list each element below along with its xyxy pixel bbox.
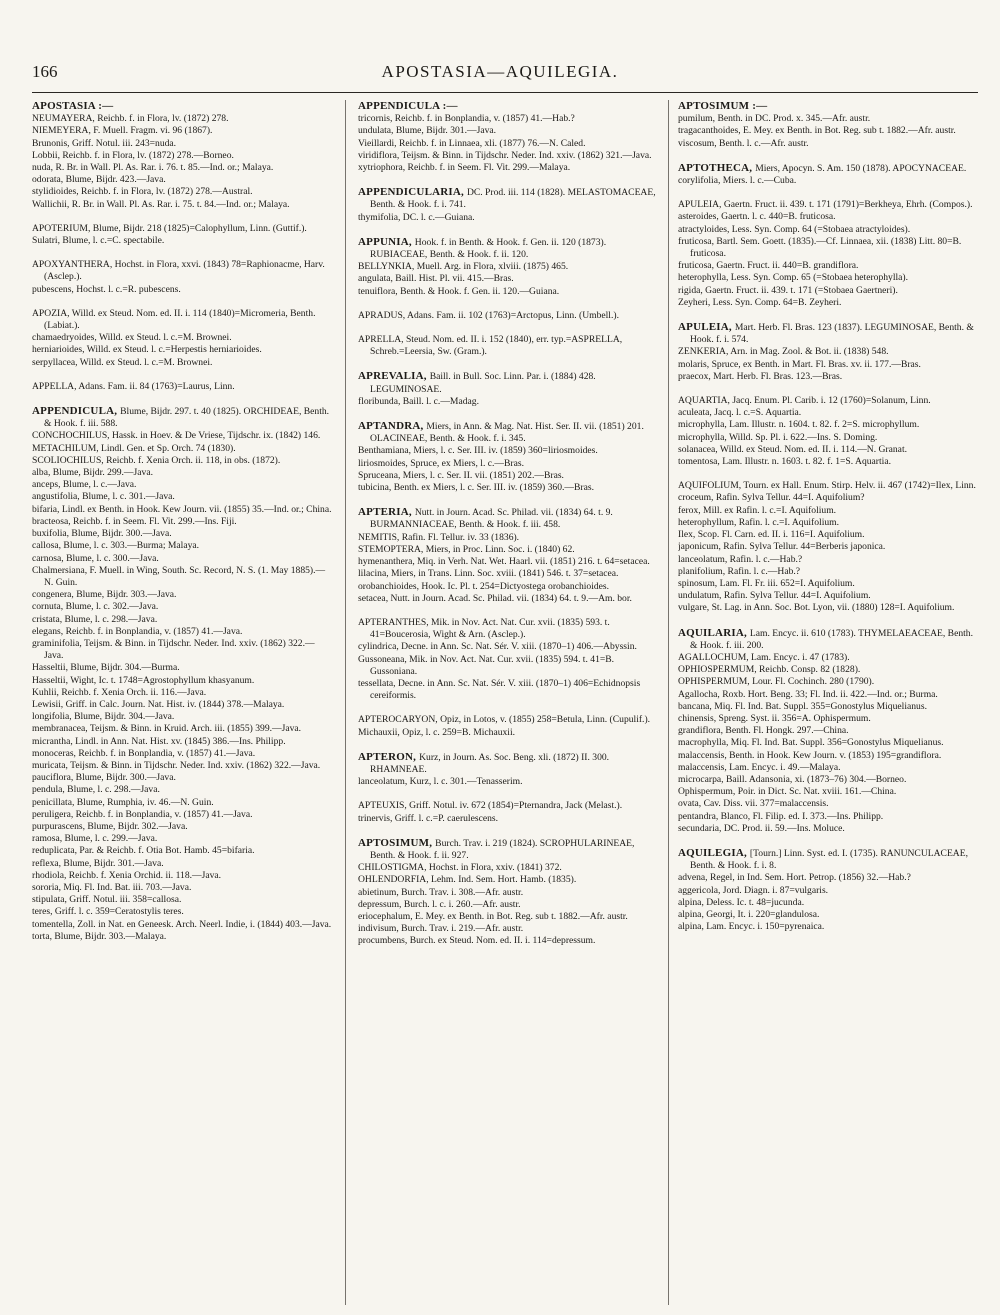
species-line: SCOLIOCHILUS, Reichb. f. Xenia Orch. ii. 118, in obs. (1872). [32,454,281,466]
entry-citation: APOTERIUM, Blume, Bijdr. 218 (1825)=Calophyllum, Linn. (Guttif.). [32,222,307,234]
species-line: bifaria, Lindl. ex Benth. in Hook. Kew Journ. vii. (1855) 35.—Ind. or.; China. [32,503,332,515]
species-line: thymifolia, DC. l. c.—Guiana. [358,211,475,223]
entry-heading [358,100,658,113]
species-line: NEMITIS, Rafin. Fl. Tellur. iv. 33 (1836). [358,531,520,543]
species-line: microphylla, Lam. Illustr. n. 1604. t. 82. f. 2=S. microphyllum. [678,419,920,431]
entry-heading [32,381,332,393]
species-line: pumilum, Benth. in DC. Prod. x. 345.—Afr. austr. [678,113,871,125]
species-line: OPHIOSPERMUM, Reichb. Consp. 82 (1828). [678,664,861,676]
entry-citation: Nutt. in Journ. Acad. Sc. Philad. vii. (1834) 64. t. 9. BURMANNIACEAE, Benth. & Hook. f. iii. 458. [370,507,613,531]
species-line: aculeata, Jacq. l. c.=S. Aquartia. [678,407,802,419]
entry-citation: APULEIA, Gaertn. Fruct. ii. 439. t. 171 (1791)=Berkheya, Ehrh. (Compos.). [678,199,973,211]
species-line: heterophyllum, Rafin. l. c.=I. Aquifolium. [678,516,840,528]
dictionary-entry [358,617,658,702]
genus-name: AQUILEGIA, [678,846,750,859]
entry-heading [358,186,658,211]
species-line: longifolia, Blume, Bijdr. 304.—Java. [32,711,175,723]
species-line: purpurascens, Blume, Bijdr. 302.—Java. [32,820,188,832]
genus-name: APREVALIA, [358,370,430,383]
species-line: peruligera, Reichb. f. in Bonplandia, v. (1857) 41.—Java. [32,808,253,820]
entry-heading [358,236,658,261]
dictionary-entry [678,321,982,383]
entry-heading [678,480,982,492]
species-line: Spruceana, Miers, l. c. Ser. II. vii. (1851) 202.—Bras. [358,469,564,481]
species-line: lanceolatum, Kurz, l. c. 301.—Tenasserim. [358,776,523,788]
entry-heading [678,199,982,211]
species-line: chinensis, Spreng. Syst. ii. 356=A. Ophispermum. [678,712,871,724]
species-line: asteroides, Gaertn. l. c. 440=B. fruticosa. [678,211,836,223]
species-line: elegans, Reichb. f. in Bonplandia, v. (1857) 41.—Java. [32,625,243,637]
species-line: odorata, Blume, Bijdr. 423.—Java. [32,174,166,186]
species-line: Hasseltii, Blume, Bijdr. 304.—Burma. [32,662,180,674]
page-number: 166 [32,62,58,81]
species-line: orobanchioides, Hook. Ic. Pl. t. 254=Dictyostega orobanchioides. [358,580,610,592]
species-line: OHLENDORFIA, Lehm. Ind. Sem. Hort. Hamb. (1835). [358,874,577,886]
species-line: croceum, Rafin. Sylva Tellur. 44=I. Aquifolium? [678,492,865,504]
species-line: tenuiflora, Benth. & Hook. f. Gen. ii. 120.—Guiana. [358,285,560,297]
genus-name: APOSTASIA :— [32,100,114,112]
species-line: rhodiola, Reichb. f. Xenia Orchid. ii. 118.—Java. [32,869,222,881]
entry-citation: Miers, in Ann. & Mag. Nat. Hist. Ser. II. vii. (1851) 201. OLACINEAE, Benth. & Hook. f. i. 345. [370,421,644,445]
entry-citation: AQUIFOLIUM, Tourn. ex Hall. Enum. Stirp. Helv. ii. 467 (1742)=Ilex, Linn. [678,480,976,492]
dictionary-entry [678,199,982,309]
species-line: Brunonis, Griff. Notul. iii. 243=nuda. [32,137,177,149]
entry-heading [358,506,658,531]
entry-citation: Lam. Encyc. ii. 610 (1783). THYMELAEACEAE, Benth. & Hook. f. iii. 200. [690,627,973,651]
species-line: Benthamiana, Miers, l. c. Ser. III. iv. (1859) 360=liriosmoides. [358,445,598,457]
dictionary-entry [678,395,982,468]
species-line: teres, Griff. l. c. 359=Ceratostylis teres. [32,906,184,918]
species-line: indivisum, Burch. Trav. i. 219.—Afr. austr. [358,923,524,935]
dictionary-entry [358,334,658,358]
genus-name: APPENDICULA, [32,405,121,418]
species-line: herniarioides, Willd. ex Steud. l. c.=Herpestis herniarioides. [32,344,262,356]
species-line: pentandra, Blanco, Fl. Filip. ed. I. 373.—Ins. Philipp. [678,810,884,822]
species-line: xytriophora, Reichb. f. in Seem. Fl. Vit. 299.—Malaya. [358,162,571,174]
entry-citation: Burch. Trav. i. 219 (1824). SCROPHULARINEAE, Benth. & Hook. f. ii. 927. [370,837,635,861]
species-line: cornuta, Blume, l. c. 302.—Java. [32,601,159,613]
dictionary-entry [32,381,332,393]
entry-heading [358,370,658,395]
species-line: micrantha, Lindl. in Ann. Nat. Hist. xv. (1845) 386.—Ins. Philipp. [32,735,286,747]
entry-heading [678,627,982,652]
entry-citation: APPELLA, Adans. Fam. ii. 84 (1763)=Laurus, Linn. [32,380,235,392]
species-line: microphylla, Willd. Sp. Pl. i. 622.—Ins. S. Doming. [678,431,878,443]
species-line: alpina, Georgi, It. i. 220=glandulosa. [678,908,820,920]
species-line: praecox, Mart. Herb. Fl. Bras. 123.—Bras. [678,370,843,382]
dictionary-entry [678,847,982,933]
dictionary-entry [358,800,658,824]
species-line: pauciflora, Blume, Bijdr. 300.—Java. [32,772,176,784]
entry-citation: Mart. Herb. Fl. Bras. 123 (1837). LEGUMINOSAE, Benth. & Hook. f. i. 574. [690,322,974,346]
entry-citation: Kurz, in Journ. As. Soc. Beng. xli. (1872) II. 300. RHAMNEAE. [370,751,610,775]
entry-heading [358,800,658,812]
species-line: advena, Regel, in Ind. Sem. Hort. Petrop. (1856) 32.—Hab.? [678,872,911,884]
text-columns [32,100,982,1305]
species-line: ZENKERIA, Arn. in Mag. Zool. & Bot. ii. (1838) 548. [678,346,889,358]
entry-heading [678,321,982,346]
entry-heading [678,847,982,872]
species-line: torta, Blume, Bijdr. 303.—Malaya. [32,930,167,942]
species-line: angulata, Baill. Hist. Pl. vii. 415.—Bras. [358,273,514,285]
species-line: abietinum, Burch. Trav. i. 308.—Afr. austr. [358,886,524,898]
entry-heading [358,334,658,358]
genus-name: APTERIA, [358,506,415,519]
entry-citation: DC. Prod. iii. 114 (1828). MELASTOMACEAE, Benth. & Hook. f. i. 741. [370,187,656,211]
species-line: BELLYNKIA, Muell. Arg. in Flora, xlviii. (1875) 465. [358,261,569,273]
dictionary-entry [678,162,982,187]
species-line: viridiflora, Teijsm. & Binn. in Tijdschr. Neder. Ind. xxiv. (1862) 321.—Java. [358,149,652,161]
species-line: monoceras, Reichb. f. in Bonplandia, v. (1857) 41.—Java. [32,747,256,759]
species-line: Agallocha, Roxb. Hort. Beng. 33; Fl. Ind. ii. 422.—Ind. or.; Burma. [678,688,938,700]
species-line: bracteosa, Reichb. f. in Seem. Fl. Vit. 299.—Ins. Fiji. [32,515,237,527]
species-line: callosa, Blume, l. c. 303.—Burma; Malaya. [32,540,200,552]
dictionary-entry [32,405,332,943]
dictionary-entry [358,236,658,298]
entry-citation: APRADUS, Adans. Fam. ii. 102 (1763)=Arctopus, Linn. (Umbell.). [358,309,619,321]
species-line: cylindrica, Decne. in Ann. Sc. Nat. Sér. V. xiii. (1870–1) 406.—Abyssin. [358,641,637,653]
species-line: alba, Blume, Bijdr. 299.—Java. [32,467,153,479]
species-line: Lobbii, Reichb. f. in Flora, lv. (1872) 278.—Borneo. [32,149,234,161]
species-line: fruticosa, Gaertn. Fruct. ii. 440=B. grandiflora. [678,260,859,272]
species-line: alpina, Lam. Encyc. i. 150=pyrenaica. [678,921,825,933]
species-line: corylifolia, Miers. l. c.—Cuba. [678,175,797,187]
genus-name: APTANDRA, [358,420,427,433]
species-line: sororia, Miq. Fl. Ind. Bat. iii. 703.—Java. [32,881,192,893]
entry-citation: APTEROCARYON, Opiz, in Lotos, v. (1855) 258=Betula, Linn. (Cupulif.). [358,714,651,726]
species-line: depressum, Burch. l. c. i. 260.—Afr. austr. [358,898,521,910]
species-line: rigida, Gaertn. Fruct. ii. 439. t. 171 (=Stobaea Gaertneri). [678,284,898,296]
species-line: Kuhlii, Reichb. f. Xenia Orch. ii. 116.—Java. [32,686,207,698]
entry-citation: APRELLA, Steud. Nom. ed. II. i. 152 (1840), err. typ.=ASPRELLA, Schreb.=Leersia, Sw. (Gram.). [358,334,623,358]
genus-name: APULEIA, [678,321,735,334]
dictionary-entry [678,100,982,150]
species-line: penicillata, Blume, Rumphia, iv. 46.—N. Guin. [32,796,214,808]
species-line: trinervis, Griff. l. c.=P. caerulescens. [358,812,499,824]
genus-name: APTOSIMUM, [358,836,436,849]
species-line: NIEMEYERA, F. Muell. Fragm. vi. 96 (1867). [32,125,213,137]
species-line: grandiflora, Benth. Fl. Hongk. 297.—China. [678,725,849,737]
dictionary-entry [358,186,658,224]
entry-citation: APTERANTHES, Mik. in Nov. Act. Nat. Cur. xvii. (1835) 593. t. 41=Boucerosia, Wight & Arn. (Asclep.). [358,616,610,641]
species-line: graminifolia, Teijsm. & Binn. in Tijdschr. Neder. Ind. xxiv. (1862) 322.—Java. [32,637,315,662]
species-line: lilacina, Miers, in Trans. Linn. Soc. xviii. (1841) 546. t. 37=setacea. [358,568,619,580]
species-line: stylidioides, Reichb. f. in Flora, lv. (1872) 278.—Austral. [32,186,253,198]
species-line: chamaedryoides, Willd. ex Steud. l. c.=M. Brownei. [32,332,232,344]
entry-citation: Hook. f. in Benth. & Hook. f. Gen. ii. 120 (1873). RUBIACEAE, Benth. & Hook. f. ii. 120. [370,236,607,261]
species-line: bancana, Miq. Fl. Ind. Bat. Suppl. 355=Gonostylus Miquelianus. [678,700,927,712]
species-line: hymenanthera, Miq. in Verh. Nat. Wet. Haarl. vii. (1851) 216. t. 64=setacea. [358,556,650,568]
species-line: aggericola, Jord. Diagn. i. 87=vulgaris. [678,884,829,896]
species-line: reflexa, Blume, Bijdr. 301.—Java. [32,857,164,869]
species-line: Chalmersiana, F. Muell. in Wing, South. Sc. Record, N. S. (1. May 1885).—N. Guin. [32,564,326,588]
genus-name: APPENDICULARIA, [358,186,467,199]
running-head: APOSTASIA—AQUILEGIA. [381,62,619,81]
species-line: stipulata, Griff. Notul. iii. 358=callosa. [32,894,182,906]
species-line: fruticosa, Bartl. Sem. Goett. (1835).—Cf. Linnaea, xii. (1838) Litt. 80=B. fruticosa. [678,235,962,260]
species-line: malaccensis, Benth. in Hook. Kew Journ. v. (1853) 195=grandiflora. [678,749,942,761]
species-line: carnosa, Blume, l. c. 300.—Java. [32,552,159,564]
species-line: viscosum, Benth. l. c.—Afr. austr. [678,137,809,149]
species-line: tragacanthoides, E. Mey. ex Benth. in Bot. Reg. sub t. 1882.—Afr. austr. [678,125,956,137]
dictionary-entry [32,100,332,211]
species-line: reduplicata, Par. & Reichb. f. Otia Bot. Hamb. 45=bifaria. [32,845,255,857]
species-line: solanacea, Willd. ex Steud. Nom. ed. II. i. 114.—N. Granat. [678,443,908,455]
species-line: CHILOSTIGMA, Hochst. in Flora, xxiv. (1841) 372. [358,862,562,874]
column-3 [678,100,982,1305]
genus-name: APTOTHECA, [678,161,756,174]
species-line: malaccensis, Lam. Encyc. i. 49.—Malaya. [678,761,841,773]
species-line: tubicina, Benth. ex Miers, l. c. Ser. III. iv. (1859) 360.—Bras. [358,482,594,494]
species-line: muricata, Teijsm. & Binn. in Tijdschr. Neder. Ind. xxiv. (1862) 322.—Java. [32,759,321,771]
species-line: undulata, Blume, Bijdr. 301.—Java. [358,125,497,137]
species-line: tomentosa, Lam. Illustr. n. 1603. t. 82. f. 1=S. Aquartia. [678,456,891,468]
entry-heading [678,162,982,175]
species-line: tomentella, Zoll. in Nat. en Geneesk. Arch. Neerl. Indie, i. (1844) 403.—Java. [32,918,332,930]
genus-name: APPENDICULA :— [358,100,458,112]
entry-heading [358,617,658,641]
species-line: eriocephalum, E. Mey. ex Benth. in Bot. Reg. sub t. 1882.—Afr. austr. [358,910,628,922]
column-divider [345,100,346,1305]
entry-citation: APOXYANTHERA, Hochst. in Flora, xxvi. (1843) 78=Raphionacme, Harv. (Asclep.). [32,259,325,283]
genus-name: APPUNIA, [358,235,415,248]
species-line: floribunda, Baill. l. c.—Madag. [358,395,479,407]
species-line: undulatum, Rafin. Sylva Tellur. 44=I. Aquifolium. [678,590,871,602]
species-line: NEUMAYERA, Reichb. f. in Flora, lv. (1872) 278. [32,113,229,125]
species-line: spinosum, Lam. Fl. Fr. iii. 652=I. Aquifolium. [678,577,855,589]
entry-citation: Blume, Bijdr. 297. t. 40 (1825). ORCHIDEAE, Benth. & Hook. f. iii. 588. [44,406,330,430]
species-line: tricornis, Reichb. f. in Bonplandia, v. (1857) 41.—Hab.? [358,113,575,125]
species-line: Vieillardi, Reichb. f. in Linnaea, xli. (1877) 76.—N. Caled. [358,137,586,149]
entry-heading [358,837,658,862]
species-line: angustifolia, Blume, l. c. 301.—Java. [32,491,175,503]
species-line: japonicum, Rafin. Sylva Tellur. 44=Berberis japonica. [678,541,886,553]
species-line: Ophispermum, Poir. in Dict. Sc. Nat. xviii. 161.—China. [678,786,897,798]
species-line: congenera, Blume, Bijdr. 303.—Java. [32,589,177,601]
genus-name: AQUILARIA, [678,626,750,639]
species-line: secundaria, DC. Prod. ii. 59.—Ins. Moluce. [678,822,845,834]
species-line: atractyloides, Less. Syn. Comp. 64 (=Stobaea atractyloides). [678,223,911,235]
entry-heading [358,420,658,445]
entry-heading [358,714,658,726]
species-line: pubescens, Hochst. l. c.=R. pubescens. [32,283,181,295]
dictionary-entry [358,837,658,948]
entry-heading [358,310,658,322]
species-line: microcarpa, Baill. Adansonia, xi. (1873–76) 304.—Borneo. [678,773,907,785]
dictionary-entry [32,308,332,369]
species-line: anceps, Blume, l. c.—Java. [32,479,137,491]
dictionary-entry [358,506,658,605]
species-line: alpina, Deless. Ic. t. 48=jucunda. [678,896,805,908]
entry-heading [678,395,982,407]
species-line: METACHILUM, Lindl. Gen. et Sp. Orch. 74 (1830). [32,442,236,454]
dictionary-entry [32,223,332,247]
species-line: ferox, Mill. ex Rafin. l. c.=I. Aquifolium. [678,504,837,516]
species-line: CONCHOCHILUS, Hassk. in Hoev. & De Vriese, Tijdschr. ix. (1842) 146. [32,430,321,442]
species-line: procumbens, Burch. ex Steud. Nom. ed. II. i. 114=depressum. [358,935,596,947]
dictionary-entry [358,370,658,408]
species-line: setacea, Nutt. in Journ. Acad. Sc. Philad. vii. (1834) 64. t. 9.—Am. bor. [358,592,632,604]
species-line: buxifolia, Blume, Bijdr. 300.—Java. [32,528,172,540]
species-line: Michauxii, Opiz, l. c. 259=B. Michauxii. [358,726,516,738]
dictionary-entry [358,751,658,789]
species-line: Sulatri, Blume, l. c.=C. spectabile. [32,235,165,247]
column-divider [668,100,669,1305]
dictionary-entry [358,714,658,738]
entry-heading [32,100,332,113]
entry-citation: AQUARTIA, Jacq. Enum. Pl. Carib. i. 12 (1760)=Solanum, Linn. [678,395,931,407]
species-line: ovata, Cav. Diss. vii. 377=malaccensis. [678,798,829,810]
entry-heading [358,751,658,776]
dictionary-entry [678,480,982,614]
entry-heading [32,308,332,332]
genus-name: APTERON, [358,750,420,763]
dictionary-entry [32,259,332,296]
species-line: ramosa, Blume, l. c. 299.—Java. [32,833,158,845]
genus-name: APTOSIMUM :— [678,100,768,112]
column-2 [358,100,658,1305]
species-line: OPHISPERMUM, Lour. Fl. Cochinch. 280 (1790). [678,676,875,688]
species-line: nuda, R. Br. in Wall. Pl. As. Rar. i. 76. t. 85.—Ind. or.; Malaya. [32,162,274,174]
species-line: AGALLOCHUM, Lam. Encyc. i. 47 (1783). [678,651,850,663]
species-line: STEMOPTERA, Miers, in Proc. Linn. Soc. i. (1840) 62. [358,543,575,555]
dictionary-entry [358,100,658,174]
entry-heading [32,405,332,430]
species-line: cristata, Blume, l. c. 298.—Java. [32,613,158,625]
dictionary-entry [358,420,658,494]
species-line: tessellata, Decne. in Ann. Sc. Nat. Sér. V. xiii. (1870–1) 406=Echidnopsis cereiformis. [358,677,641,702]
dictionary-entry [358,310,658,322]
species-line: molaris, Spruce, ex Benth. in Mart. Fl. Bras. xv. ii. 177.—Bras. [678,358,921,370]
entry-citation: APOZIA, Willd. ex Steud. Nom. ed. II. i. 114 (1840)=Micromeria, Benth. (Labiat.). [32,307,316,332]
species-line: macrophylla, Miq. Fl. Ind. Bat. Suppl. 356=Gonostylus Miquelianus. [678,737,944,749]
entry-heading [32,223,332,235]
entry-heading [678,100,982,113]
entry-citation: [Tourn.] Linn. Syst. ed. I. (1735). RANUNCULACEAE, Benth. & Hook. f. i. 8. [690,847,968,872]
header-rule [32,92,978,93]
column-1 [32,100,332,1305]
species-line: Wallichii, R. Br. in Wall. Pl. As. Rar. i. 75. t. 84.—Ind. or.; Malaya. [32,198,290,210]
species-line: serpyllacea, Willd. ex Steud. l. c.=M. Brownei. [32,356,213,368]
species-line: membranacea, Teijsm. & Binn. in Kruid. Arch. iii. (1855) 399.—Java. [32,723,302,735]
entry-citation: Miers, Apocyn. S. Am. 150 (1878). APOCYNACEAE. [755,162,967,174]
species-line: pendula, Blume, l. c. 298.—Java. [32,784,160,796]
species-line: heterophylla, Less. Syn. Comp. 65 (=Stobaea heterophylla). [678,272,909,284]
species-line: Gussoneana, Mik. in Nov. Act. Nat. Cur. xvii. (1835) 594. t. 41=B. Gussoniana. [358,653,615,677]
species-line: lanceolatum, Rafin. l. c.—Hab.? [678,553,803,565]
entry-heading [32,259,332,283]
species-line: Lewisii, Griff. in Calc. Journ. Nat. Hist. iv. (1844) 378.—Malaya. [32,698,285,710]
species-line: vulgare, St. Lag. in Ann. Soc. Bot. Lyon, vii. (1880) 128=I. Aquifolium. [678,602,955,614]
species-line: planifolium, Rafin. l. c.—Hab.? [678,565,801,577]
species-line: Zeyheri, Less. Syn. Comp. 64=B. Zeyheri. [678,296,842,308]
dictionary-entry [678,627,982,835]
species-line: liriosmoides, Spruce, ex Miers, l. c.—Bras. [358,457,524,469]
species-line: Hasseltii, Wight, Ic. t. 1748=Agrostophyllum khasyanum. [32,674,255,686]
entry-citation: Baill. in Bull. Soc. Linn. Par. i. (1884) 428. LEGUMINOSAE. [370,371,596,395]
entry-citation: APTEUXIS, Griff. Notul. iv. 672 (1854)=Pternandra, Jack (Melast.). [358,800,623,812]
species-line: Ilex, Scop. Fl. Carn. ed. II. i. 116=I. Aquifolium. [678,529,865,541]
